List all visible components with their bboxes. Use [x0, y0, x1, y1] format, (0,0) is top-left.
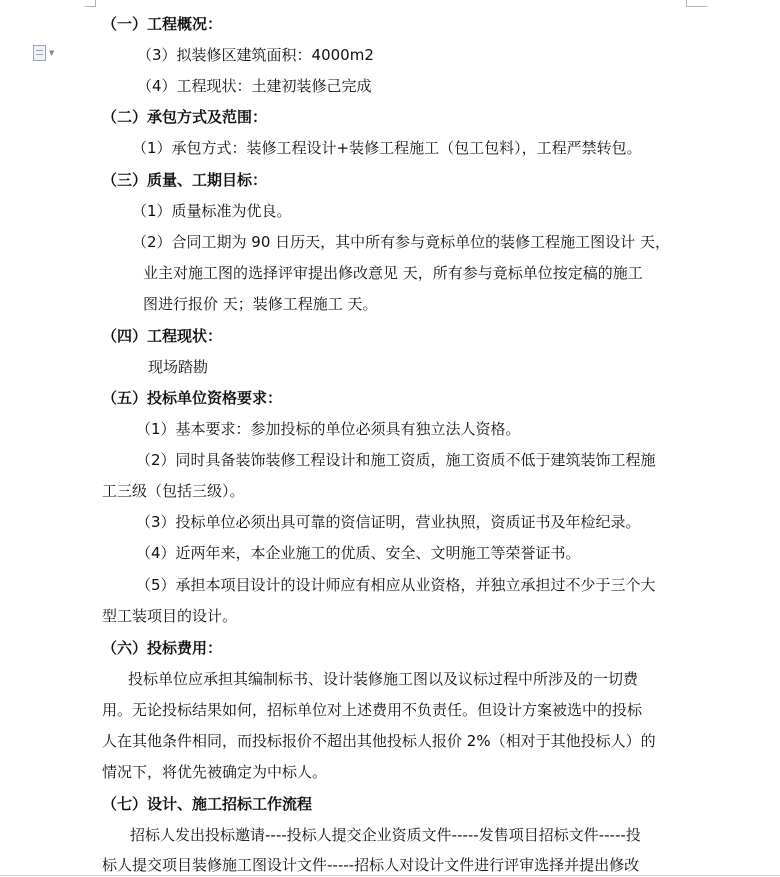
page-bottom-edge: [0, 875, 780, 876]
paragraph-line: （1）质量标准为优良。: [132, 202, 292, 220]
heading-bidder-qualifications: （五）投标单位资格要求：: [102, 389, 283, 407]
margin-corner-top-left: [85, 0, 96, 7]
paragraph-line: 招标人发出投标邀请----投标人提交企业资质文件-----发售项目招标文件-----投: [130, 826, 641, 844]
paragraph-line: 型工装项目的设计。: [102, 607, 238, 625]
heading-project-overview: （一）工程概况：: [102, 15, 223, 33]
paragraph-line: （5）承担本项目设计的设计师应有相应从业资格，并独立承担过不少于三个大: [136, 576, 656, 594]
paragraph-line: （3）投标单位必须出具可靠的资信证明，营业执照，资质证书及年检纪录。: [136, 513, 641, 531]
paragraph-line: 标人提交项目装修施工图设计文件-----招标人对设计文件进行评审选择并提出修改: [102, 856, 640, 874]
paragraph-line: （1）基本要求：参加投标的单位必须具有独立法人资格。: [136, 420, 521, 438]
paragraph-line: （3）拟装修区建筑面积：4000m2: [137, 46, 374, 64]
paragraph-line: 用。无论投标结果如何，招标单位对上述费用不负责任。但设计方案被选中的投标: [102, 701, 643, 719]
margin-corner-top-right: [686, 0, 707, 7]
paragraph-line: （4）近两年来，本企业施工的优质、安全、文明施工等荣誉证书。: [136, 544, 581, 562]
paragraph-line: 现场踏勘: [148, 358, 209, 376]
heading-project-status: （四）工程现状：: [102, 327, 223, 345]
paragraph-line: （4）工程现状：土建初装修己完成: [137, 77, 372, 95]
heading-tender-workflow: （七）设计、施工招标工作流程: [102, 795, 313, 813]
paragraph-line: 人在其他条件相同，而投标报价不超出其他投标人报价 2%（相对于其他投标人）的: [102, 732, 656, 750]
paragraph-line: 业主对施工图的选择评审提出修改意见 天，所有参与竟标单位按定稿的施工: [143, 264, 643, 282]
heading-bidding-costs: （六）投标费用：: [102, 639, 223, 657]
paragraph-line: （2）同时具备装饰装修工程设计和施工资质，施工资质不低于建筑装饰工程施: [136, 451, 656, 469]
document-icon[interactable]: [33, 44, 59, 62]
chevron-down-icon: ▼: [49, 48, 55, 57]
heading-contract-scope: （二）承包方式及范围：: [102, 108, 268, 126]
page-sheet-icon: [33, 45, 46, 61]
paragraph-line: 工三级（包括三级）。: [102, 482, 245, 500]
paragraph-line: 投标单位应承担其编制标书、设计装修施工图以及议标过程中所涉及的一切费: [128, 670, 639, 688]
paragraph-line: （1）承包方式：装修工程设计+装修工程施工（包工包料），工程严禁转包。: [132, 139, 642, 157]
paragraph-line: 图进行报价 天；装修工程施工 天。: [143, 295, 378, 313]
heading-quality-schedule: （三）质量、工期目标：: [102, 171, 268, 189]
paragraph-line: （2）合同工期为 90 日历天，其中所有参与竟标单位的装修工程施工图设计 天，: [132, 233, 670, 251]
paragraph-line: 情况下，将优先被确定为中标人。: [102, 763, 328, 781]
